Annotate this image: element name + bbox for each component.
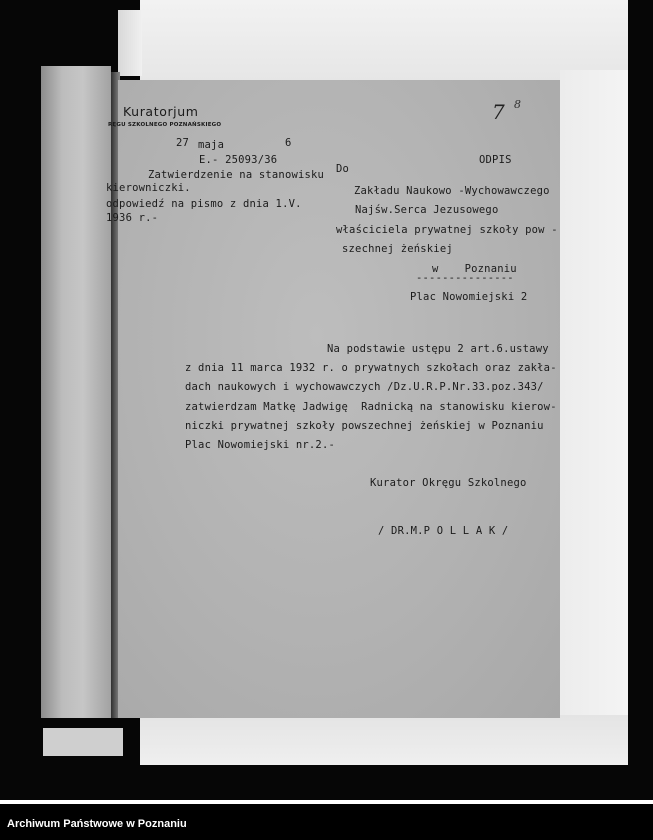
body-line-2: z dnia 11 marca 1932 r. o prywatnych szkołach oraz zakła- bbox=[185, 362, 557, 374]
background-page-right bbox=[560, 70, 628, 760]
handwritten-folio-sub: 8 bbox=[514, 98, 522, 111]
reference-number: E.- 25093/36 bbox=[199, 154, 278, 166]
addressee-line-2: Najśw.Serca Jezusowego bbox=[355, 204, 499, 216]
subject-line-2: kierowniczki. bbox=[106, 182, 191, 194]
archive-name: Archiwum Państwowe w Poznaniu bbox=[7, 818, 187, 830]
addressee-line-3: właściciela prywatnej szkoły pow - bbox=[336, 224, 558, 236]
addressee-line-4: szechnej żeńskiej bbox=[342, 243, 453, 255]
institution-subtitle: RĘGU SZKOLNEGO POZNAŃSKIEGO bbox=[108, 122, 222, 128]
date-month: maja bbox=[198, 139, 225, 151]
document-page bbox=[106, 80, 560, 718]
copy-mark: ODPIS bbox=[479, 154, 512, 166]
body-line-3: dach naukowych i wychowawczych /Dz.U.R.P.Nr.33.poz.343/ bbox=[185, 381, 544, 393]
reply-line-2: 1936 r.- bbox=[106, 212, 159, 224]
signature-name: / DR.M.P O L L A K / bbox=[378, 525, 509, 537]
signature-title: Kurator Okręgu Szkolnego bbox=[370, 477, 527, 489]
subject-line-1: Zatwierdzenie na stanowisku bbox=[148, 169, 325, 181]
date-day: 27 bbox=[176, 137, 190, 149]
body-line-1: Na podstawie ustępu 2 art.6.ustawy bbox=[327, 343, 549, 355]
body-line-6: Plac Nowomiejski nr.2.- bbox=[185, 439, 335, 451]
addressee-line-1: Zakładu Naukowo -Wychowawczego bbox=[354, 185, 550, 197]
background-page-top bbox=[140, 0, 628, 82]
handwritten-folio-number: 7 bbox=[492, 100, 505, 124]
street-address: Plac Nowomiejski 2 bbox=[410, 291, 528, 303]
folder-spine-bottom bbox=[43, 728, 123, 756]
body-line-4: zatwierdzam Matkę Jadwigę Radnicką na stanowisku kierow- bbox=[185, 401, 557, 413]
body-line-5: niczki prywatnej szkoły powszechnej żeńskiej w Poznaniu bbox=[185, 420, 544, 432]
date-year-digit: 6 bbox=[285, 137, 292, 149]
archive-footer bbox=[0, 800, 653, 840]
institution-name: Kuratorjum bbox=[123, 104, 199, 119]
reply-line-1: odpowiedź na pismo z dnia 1.V. bbox=[106, 198, 302, 210]
page-tab bbox=[118, 10, 142, 76]
folder-spine bbox=[41, 66, 111, 718]
city-line: w Poznaniu bbox=[432, 263, 517, 275]
to-label: Do bbox=[336, 163, 350, 175]
background-page-bottom bbox=[140, 715, 628, 765]
separator-line: --------------- bbox=[416, 272, 514, 284]
